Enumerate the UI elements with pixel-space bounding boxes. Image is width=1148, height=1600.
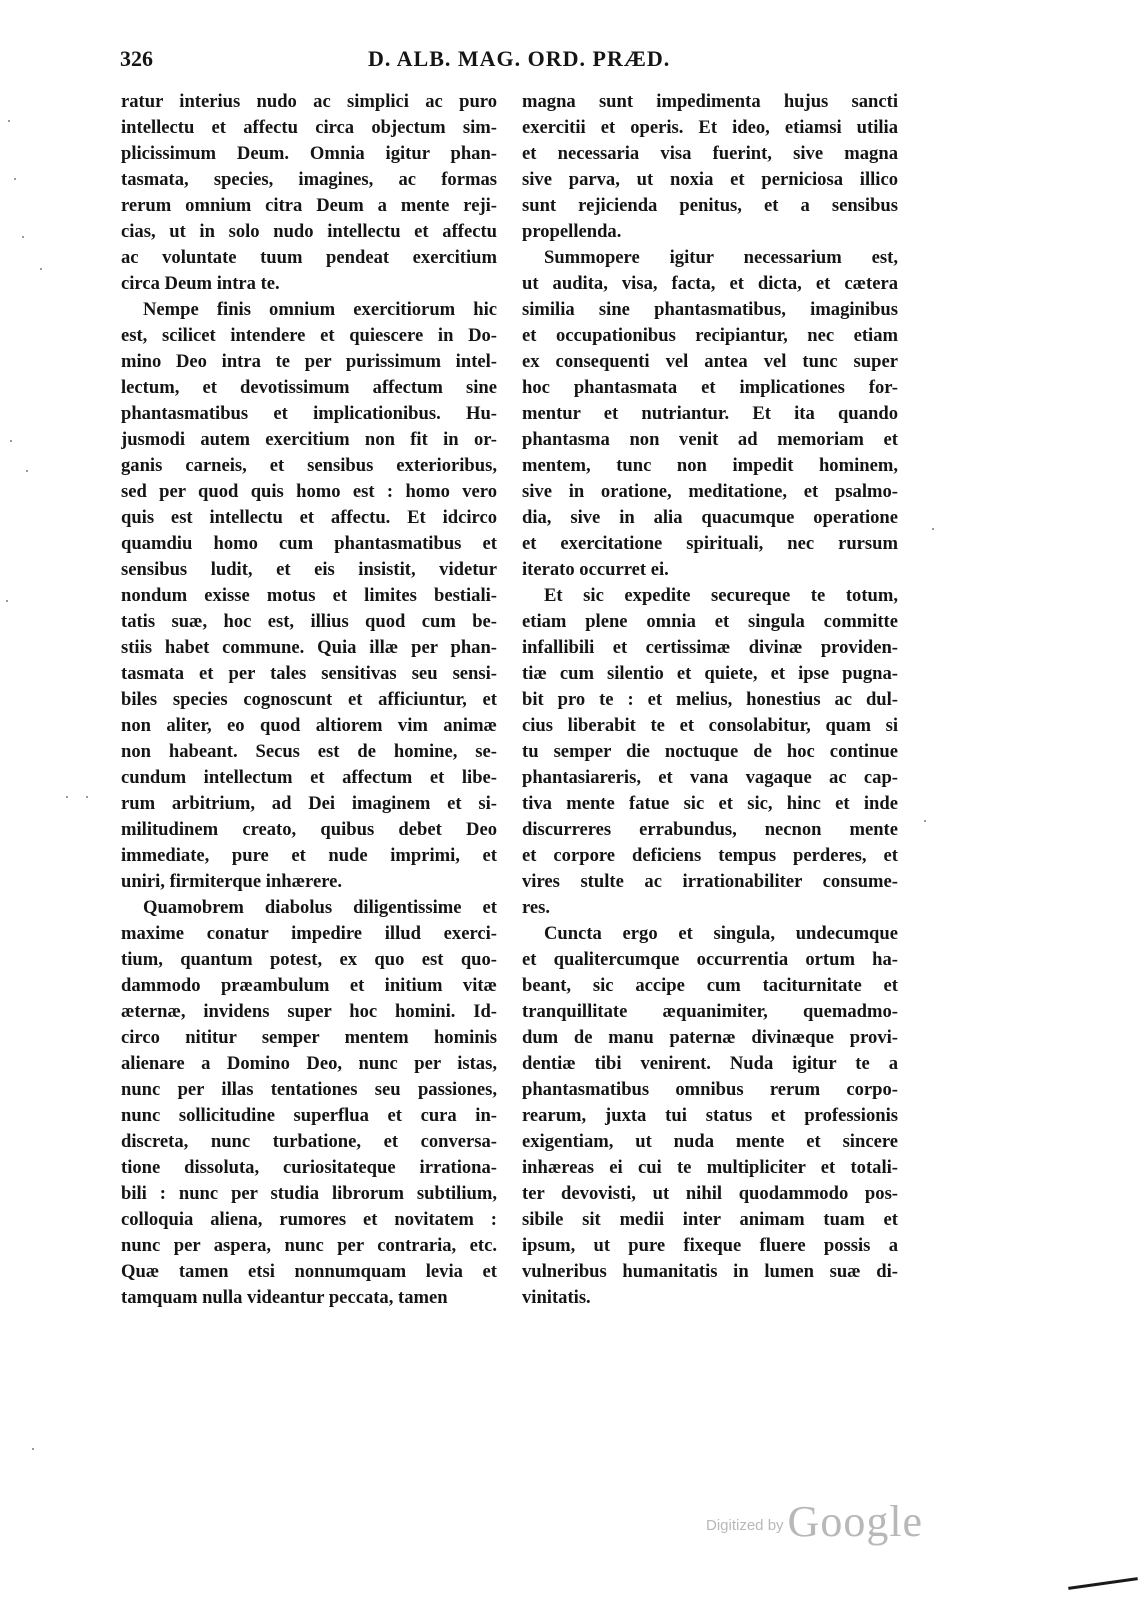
scan-speck [8, 120, 10, 122]
text-line: discurreres errabundus, necnon mente [522, 819, 898, 840]
text-line: cundum intellectum et affectum et libe- [121, 767, 497, 788]
text-line: mentur et nutriantur. Et ita quando [522, 403, 898, 424]
text-line: lectum, et devotissimum affectum sine [121, 377, 497, 398]
text-line: sed per quod quis homo est : homo vero [121, 481, 497, 502]
text-line: jusmodi autem exercitium non fit in or- [121, 429, 497, 450]
text-line: uniri, firmiterque inhærere. [121, 871, 343, 892]
text-line: et qualitercumque occurrentia ortum ha- [522, 949, 898, 970]
text-line: sive in oratione, meditatione, et psalmo- [522, 481, 898, 502]
text-line: nunc per aspera, nunc per contraria, etc. [121, 1235, 497, 1256]
text-line: Nempe finis omnium exercitiorum hic [143, 299, 497, 320]
left-column [121, 89, 497, 1311]
text-line: dia, sive in alia quacumque operatione [522, 507, 898, 528]
text-line: similia sine phantasmatibus, imaginibus [522, 299, 898, 320]
text-line: ex consequenti vel antea vel tunc super [522, 351, 898, 372]
text-line: circa Deum intra te. [121, 273, 280, 294]
text-line: cius liberabit te et consolabitur, quam si [522, 715, 898, 736]
scan-speck [22, 236, 24, 238]
text-line: ac voluntate tuum pendeat exercitium [121, 247, 497, 268]
text-line: ganis carneis, et sensibus exterioribus, [121, 455, 497, 476]
scan-speck [66, 796, 68, 798]
text-line: nunc sollicitudine superflua et cura in- [121, 1105, 497, 1126]
text-line: phantasmatibus omnibus rerum corpo- [522, 1079, 898, 1100]
text-line: ut audita, visa, facta, et dicta, et cætera [522, 273, 898, 294]
scan-speck [932, 528, 934, 530]
text-line: et occupationibus recipiantur, nec etiam [522, 325, 898, 346]
text-line: mentem, tunc non impedit hominem, [522, 455, 898, 476]
scan-speck [14, 178, 16, 180]
text-line: inhæreas ei cui te multipliciter et totali- [522, 1157, 898, 1178]
text-line: nunc per illas tentationes seu passiones, [121, 1079, 497, 1100]
watermark-prefix: Digitized by [706, 1517, 784, 1534]
text-line: cias, ut in solo nudo intellectu et affectu [121, 221, 497, 242]
text-line: vires stulte ac irrationabiliter consume- [522, 871, 898, 892]
text-line: est, scilicet intendere et quiescere in Do- [121, 325, 497, 346]
text-line: Quæ tamen etsi nonnumquam levia et [121, 1261, 497, 1282]
text-line: stiis habet commune. Quia illæ per phan- [121, 637, 497, 658]
text-line: non aliter, eo quod altiorem vim animæ [121, 715, 497, 736]
text-line: Cuncta ergo et singula, undecumque [544, 923, 898, 944]
text-line: Quamobrem diabolus diligentissime et [143, 897, 497, 918]
text-line: æternæ, invidens super hoc homini. Id- [121, 1001, 497, 1022]
scan-speck [32, 1448, 34, 1450]
text-line: dum de manu paternæ divinæque provi- [522, 1027, 898, 1048]
text-line: immediate, pure et nude imprimi, et [121, 845, 497, 866]
text-line: exercitii et operis. Et ideo, etiamsi utilia [522, 117, 898, 138]
text-line: tranquillitate æquanimiter, quemadmo- [522, 1001, 898, 1022]
text-line: etiam plene omnia et singula committe [522, 611, 898, 632]
text-line: tione dissoluta, curiositateque irrationa- [121, 1157, 497, 1178]
text-line: et corpore deficiens tempus perderes, et [522, 845, 898, 866]
text-line: rerum omnium citra Deum a mente reji- [121, 195, 497, 216]
text-line: ipsum, ut pure fixeque fluere possis a [522, 1235, 898, 1256]
text-line: phantasiareris, et vana vagaque ac cap- [522, 767, 898, 788]
text-line: sive parva, ut noxia et perniciosa illico [522, 169, 898, 190]
text-line: tiæ cum silentio et quiete, et ipse pugna- [522, 663, 898, 684]
scan-speck [86, 796, 88, 798]
scan-speck [924, 820, 926, 822]
text-line: militudinem creato, quibus debet Deo [121, 819, 497, 840]
text-line: biles species cognoscunt et afficiuntur, et [121, 689, 497, 710]
text-line: circo nititur semper mentem hominis [121, 1027, 497, 1048]
text-line: Et sic expedite secureque te totum, [544, 585, 898, 606]
text-line: alienare a Domino Deo, nunc per istas, [121, 1053, 497, 1074]
scan-speck [26, 470, 28, 472]
text-line: hoc phantasmata et implicationes for- [522, 377, 898, 398]
text-line: dammodo præambulum et initium vitæ [121, 975, 497, 996]
right-column [522, 89, 898, 1311]
text-line: dentiæ tibi venirent. Nuda igitur te a [522, 1053, 898, 1074]
scan-speck [40, 268, 42, 270]
text-line: quis est intellectu et affectu. Et idcirco [121, 507, 497, 528]
text-line: vulneribus humanitatis in lumen suæ di- [522, 1261, 898, 1282]
text-line: sunt rejicienda penitus, et a sensibus [522, 195, 898, 216]
text-line: tasmata et per tales sensitivas seu sensi- [121, 663, 497, 684]
text-line: ter devovisti, ut nihil quodammodo pos- [522, 1183, 898, 1204]
text-line: rearum, juxta tui status et professionis [522, 1105, 898, 1126]
text-line: quamdiu homo cum phantasmatibus et [121, 533, 497, 554]
text-line: vinitatis. [522, 1287, 591, 1308]
text-line: maxime conatur impedire illud exerci- [121, 923, 497, 944]
text-line: et exercitatione spirituali, nec rursum [522, 533, 898, 554]
text-line: tium, quantum potest, ex quo est quo- [121, 949, 497, 970]
text-line: tu semper die noctuque de hoc continue [522, 741, 898, 762]
text-line: et necessaria visa fuerint, sive magna [522, 143, 898, 164]
text-line: beant, sic accipe cum taciturnitate et [522, 975, 898, 996]
text-line: rum arbitrium, ad Dei imaginem et si- [121, 793, 497, 814]
text-line: tatis suæ, hoc est, illius quod cum be- [121, 611, 497, 632]
scan-speck [10, 440, 12, 442]
text-line: phantasmatibus et implicationibus. Hu- [121, 403, 497, 424]
text-line: sibile sit medii inter animam tuam et [522, 1209, 898, 1230]
text-line: sensibus ludit, et eis insistit, videtur [121, 559, 497, 580]
text-line: bili : nunc per studia librorum subtilium, [121, 1183, 497, 1204]
watermark-brand: Google [787, 1497, 924, 1546]
running-head: D. ALB. MAG. ORD. PRÆD. [368, 46, 671, 71]
text-line: mino Deo intra te per purissimum intel- [121, 351, 497, 372]
text-line: propellenda. [522, 221, 622, 242]
text-line: nondum exisse motus et limites bestiali- [121, 585, 497, 606]
page-number: 326 [120, 46, 153, 71]
text-line: res. [522, 897, 551, 918]
text-line: exigentiam, ut nuda mente et sincere [522, 1131, 898, 1152]
text-line: non habeant. Secus est de homine, se- [121, 741, 497, 762]
text-line: iterato occurret ei. [522, 559, 669, 580]
text-line: bit pro te : et melius, honestius ac dul- [522, 689, 898, 710]
digitization-watermark [706, 1496, 923, 1547]
text-line: colloquia aliena, rumores et novitatem : [121, 1209, 497, 1230]
text-line: magna sunt impedimenta hujus sancti [522, 91, 898, 112]
text-line: discreta, nunc turbatione, et conversa- [121, 1131, 497, 1152]
text-line: plicissimum Deum. Omnia igitur phan- [121, 143, 497, 164]
text-line: ratur interius nudo ac simplici ac puro [121, 91, 497, 112]
text-line: tasmata, species, imagines, ac formas [121, 169, 497, 190]
text-line: tiva mente fatue sic et sic, hinc et inde [522, 793, 898, 814]
text-line: infallibili et certissimæ divinæ providen- [522, 637, 898, 658]
binding-mark [1068, 1577, 1138, 1590]
text-line: intellectu et affectu circa objectum sim- [121, 117, 497, 138]
text-line: tamquam nulla videantur peccata, tamen [121, 1287, 448, 1308]
text-line: Summopere igitur necessarium est, [544, 247, 898, 268]
text-line: phantasma non venit ad memoriam et [522, 429, 898, 450]
scan-speck [6, 600, 8, 602]
